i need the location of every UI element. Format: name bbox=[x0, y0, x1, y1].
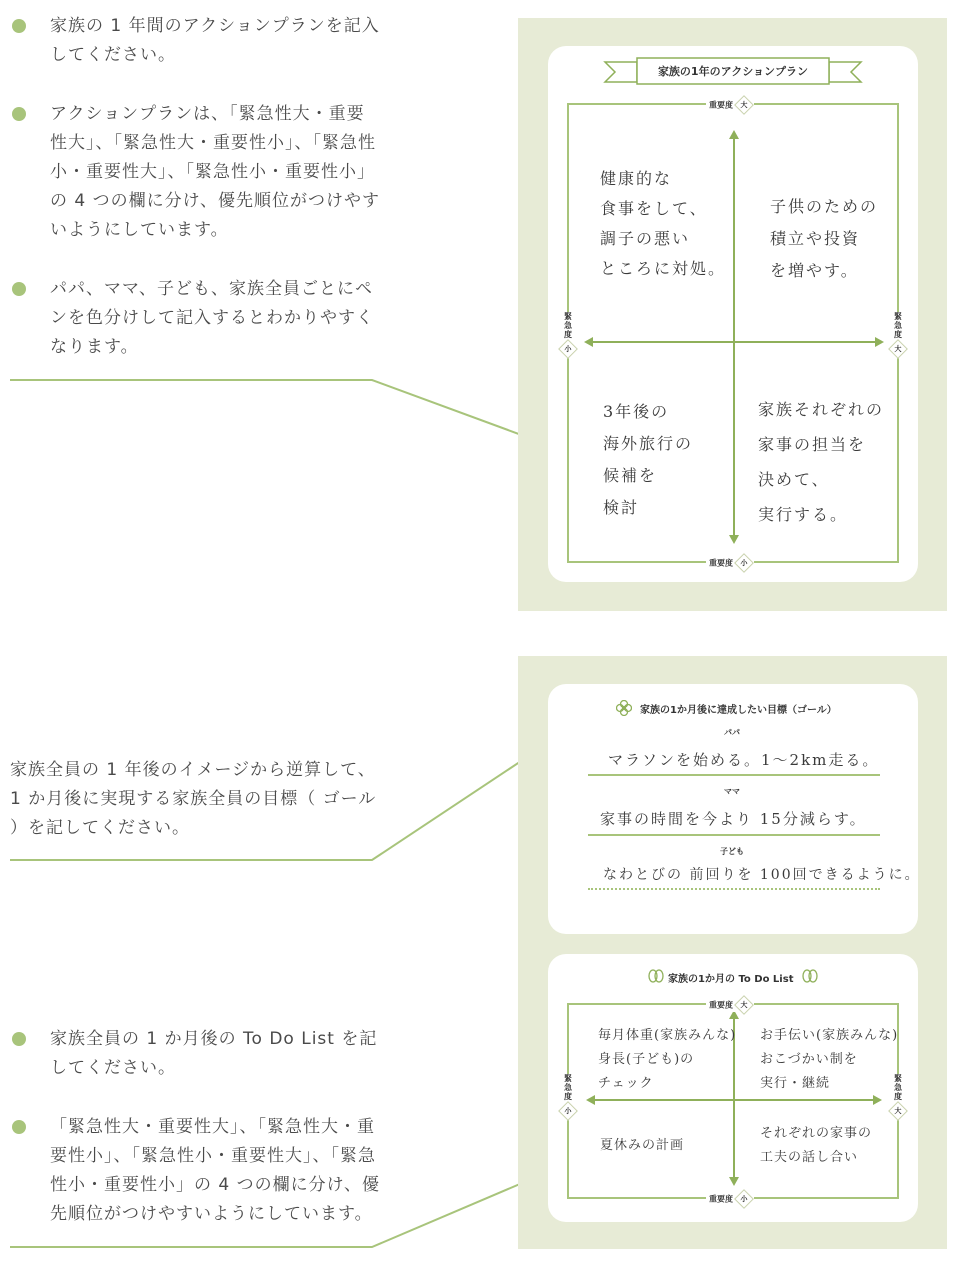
plan-panel bbox=[518, 18, 947, 611]
quadrant-bottom-left: 3年後の 海外旅行の 候補を 検討 bbox=[603, 402, 694, 517]
goal-line bbox=[588, 774, 880, 776]
diamond-icon: 大 bbox=[888, 1101, 908, 1121]
bullet-item: 家族全員の 1 か月後の To Do List を記してください。 bbox=[10, 1025, 380, 1083]
bullet-dot-icon bbox=[12, 107, 26, 121]
diamond-icon: 大 bbox=[734, 95, 754, 115]
todo-axis-bottom: 重要度 小 bbox=[706, 1192, 754, 1206]
goal-title: 家族の1か月後に達成したい目標（ゴール） bbox=[640, 705, 837, 716]
quadrant-bottom-right: 家族それぞれの 家事の担当を 決めて、 実行する。 bbox=[758, 400, 885, 524]
goal-dotted-line bbox=[588, 888, 880, 890]
goal-line bbox=[588, 834, 880, 836]
diamond-icon: 小 bbox=[734, 553, 754, 573]
todo-quadrant-top-left: 毎月体重(家族みんな) 身長(子ども)の チェック bbox=[598, 1028, 737, 1091]
section1-bullets bbox=[10, 12, 380, 392]
goal-text-mama: 家事の時間を今より 15分減らす。 bbox=[600, 810, 867, 828]
goal-card bbox=[548, 684, 921, 934]
todo-quadrant-bottom-left: 夏休みの計画 bbox=[600, 1138, 685, 1153]
todo-axis-top: 重要度 大 bbox=[706, 998, 754, 1012]
todo-axis-left: 緊急度 小 bbox=[561, 1074, 575, 1118]
todo-card bbox=[548, 954, 918, 1222]
diamond-icon: 大 bbox=[734, 995, 754, 1015]
diamond-icon: 小 bbox=[558, 339, 578, 359]
todo-title: 家族の1か月の To Do List bbox=[668, 974, 794, 985]
diamond-icon: 小 bbox=[558, 1101, 578, 1121]
todo-axis-right: 緊急度 大 bbox=[891, 1074, 905, 1118]
goal-label-kodomo: 子ども bbox=[720, 847, 744, 856]
plan-card bbox=[548, 46, 918, 582]
bullet-item: アクションプランは、「緊急性大・重要性大」、「緊急性大・重要性小」、「緊急性小・重要性大」、「緊急性小・重要性小」の 4 つの欄に分け、優先順位がつけやすいようにしています。 bbox=[10, 100, 380, 245]
goal-text-kodomo: なわとびの 前回りを 100回できるように。 bbox=[603, 867, 921, 883]
todo-quadrant-bottom-right: それぞれの家事の 工夫の話し合い bbox=[760, 1126, 873, 1165]
section3-bullets bbox=[10, 1025, 380, 1259]
axis-left: 緊急度 小 bbox=[561, 312, 575, 356]
plan-title: 家族の1年のアクションプラン bbox=[657, 65, 809, 78]
bullet-dot-icon bbox=[12, 1120, 26, 1134]
quadrant-top-left: 健康的な 食事をして、 調子の悪い ところに対処。 bbox=[600, 169, 727, 278]
axis-bottom: 重要度 小 bbox=[706, 556, 754, 570]
goal-panel bbox=[518, 656, 947, 1249]
bullet-item: 「緊急性大・重要性大」、「緊急性大・重要性小」、「緊急性小・重要性大」、「緊急性小・重要性小」の 4 つの欄に分け、優先順位がつけやすいようにしています。 bbox=[10, 1113, 380, 1229]
bullet-dot-icon bbox=[12, 1032, 26, 1046]
goal-text-papa: マラソンを始める。1～2km走る。 bbox=[608, 751, 880, 769]
leader-line-1 bbox=[10, 380, 595, 462]
goal-label-papa: パパ bbox=[724, 728, 740, 737]
todo-quadrant-top-right: お手伝い(家族みんな) おこづかい制を 実行・継続 bbox=[760, 1028, 899, 1091]
section2-text: 家族全員の 1 年後のイメージから逆算して、1 か月後に実現する家族全員の目標（ ゴール ）を記してください。 bbox=[10, 760, 377, 838]
diamond-icon: 大 bbox=[888, 339, 908, 359]
bullet-dot-icon bbox=[12, 282, 26, 296]
flower-icon bbox=[616, 700, 632, 716]
goal-label-mama: ママ bbox=[724, 787, 740, 796]
quadrant-top-right: 子供のための 積立や投資 を増やす。 bbox=[770, 197, 879, 280]
axis-right: 緊急度 大 bbox=[891, 312, 905, 356]
diamond-icon: 小 bbox=[734, 1189, 754, 1209]
axis-top: 重要度 大 bbox=[706, 98, 754, 112]
bullet-item: パパ、ママ、子ども、家族全員ごとにペンを色分けして記入するとわかりやすくなります。 bbox=[10, 275, 380, 362]
bullet-item: 家族の 1 年間のアクションプランを記入してください。 bbox=[10, 12, 380, 70]
bullet-dot-icon bbox=[12, 19, 26, 33]
